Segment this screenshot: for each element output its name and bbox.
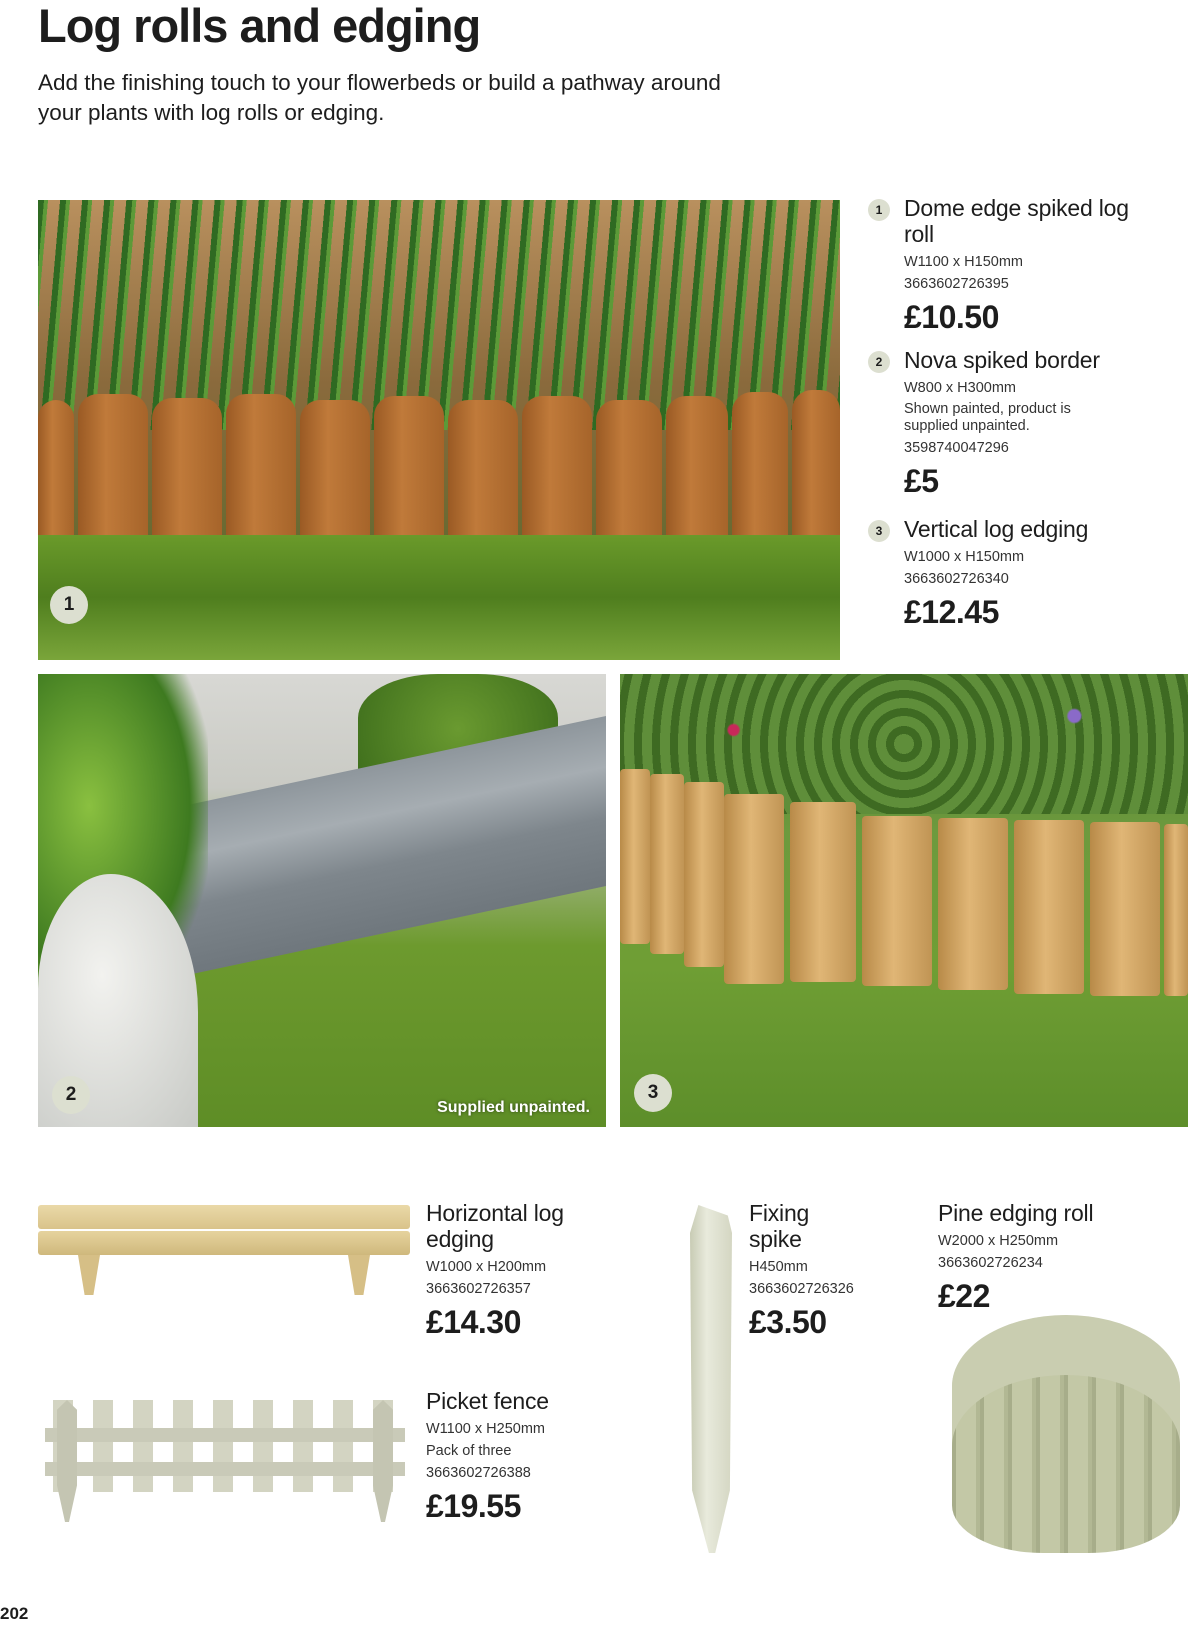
product-price: £10.50 bbox=[904, 299, 999, 335]
product-name: Nova spiked border bbox=[904, 347, 1100, 373]
product-name: Pine edging roll bbox=[938, 1200, 1094, 1226]
product-price: £19.55 bbox=[426, 1488, 521, 1524]
product-price: £3.50 bbox=[749, 1304, 827, 1340]
item-number-badge: 3 bbox=[868, 520, 890, 542]
photo-badge: 2 bbox=[52, 1076, 90, 1114]
pine-edging-roll-image bbox=[952, 1315, 1180, 1553]
product-code: 3663602726326 bbox=[749, 1281, 854, 1297]
product-note: Pack of three bbox=[426, 1443, 512, 1459]
product-code: 3663602726388 bbox=[426, 1465, 531, 1481]
product-name: Picket fence bbox=[426, 1388, 549, 1414]
product-size: W800 x H300mm bbox=[904, 380, 1017, 396]
horizontal-log-edging-image bbox=[38, 1205, 410, 1295]
product-vertical-log-edging bbox=[904, 516, 1184, 634]
product-code: 3663602726340 bbox=[904, 571, 1009, 587]
photo-dome-edge-log-roll bbox=[38, 200, 840, 660]
product-dome-edge-log-roll bbox=[904, 195, 1174, 339]
product-price: £5 bbox=[904, 463, 939, 499]
photo-badge: 1 bbox=[50, 586, 88, 624]
item-number-badge: 1 bbox=[868, 199, 890, 221]
photo-vertical-log-edging bbox=[620, 674, 1188, 1127]
product-size: W2000 x H250mm bbox=[938, 1233, 1059, 1249]
product-picket-fence bbox=[426, 1388, 606, 1528]
product-horizontal-log-edging bbox=[426, 1200, 606, 1344]
page-title: Log rolls and edging bbox=[38, 0, 481, 52]
product-name: Vertical log edging bbox=[904, 516, 1089, 542]
product-price: £14.30 bbox=[426, 1304, 521, 1340]
product-code: 3663602726395 bbox=[904, 276, 1009, 292]
photo-caption: Supplied unpainted. bbox=[437, 1099, 590, 1116]
product-name: Dome edge spiked log roll bbox=[904, 195, 1129, 247]
product-price: £22 bbox=[938, 1278, 990, 1314]
product-size: W1100 x H250mm bbox=[426, 1421, 545, 1437]
photo-badge: 3 bbox=[634, 1074, 672, 1112]
product-nova-spiked-border bbox=[904, 347, 1184, 503]
item-number-badge: 2 bbox=[868, 351, 890, 373]
fixing-spike-image bbox=[690, 1205, 732, 1553]
product-size: W1000 x H150mm bbox=[904, 549, 1025, 565]
product-size: H450mm bbox=[749, 1259, 808, 1275]
product-fixing-spike bbox=[749, 1200, 899, 1344]
product-price: £12.45 bbox=[904, 594, 999, 630]
product-code: 3598740047296 bbox=[904, 440, 1009, 456]
product-size: W1000 x H200mm bbox=[426, 1259, 547, 1275]
product-name: Fixing spike bbox=[749, 1200, 810, 1252]
product-note: Shown painted, product is supplied unpainted. bbox=[904, 401, 1071, 434]
product-code: 3663602726357 bbox=[426, 1281, 531, 1297]
product-pine-edging-roll bbox=[938, 1200, 1158, 1318]
photo-nova-spiked-border bbox=[38, 674, 606, 1127]
product-code: 3663602726234 bbox=[938, 1255, 1043, 1271]
product-size: W1100 x H150mm bbox=[904, 254, 1023, 270]
page-number: 202 bbox=[0, 1604, 29, 1623]
page-subtitle: Add the finishing touch to your flowerbeds or build a pathway around your plants with log rolls or edging. bbox=[38, 70, 721, 125]
product-name: Horizontal log edging bbox=[426, 1200, 564, 1252]
picket-fence-image bbox=[45, 1400, 405, 1522]
